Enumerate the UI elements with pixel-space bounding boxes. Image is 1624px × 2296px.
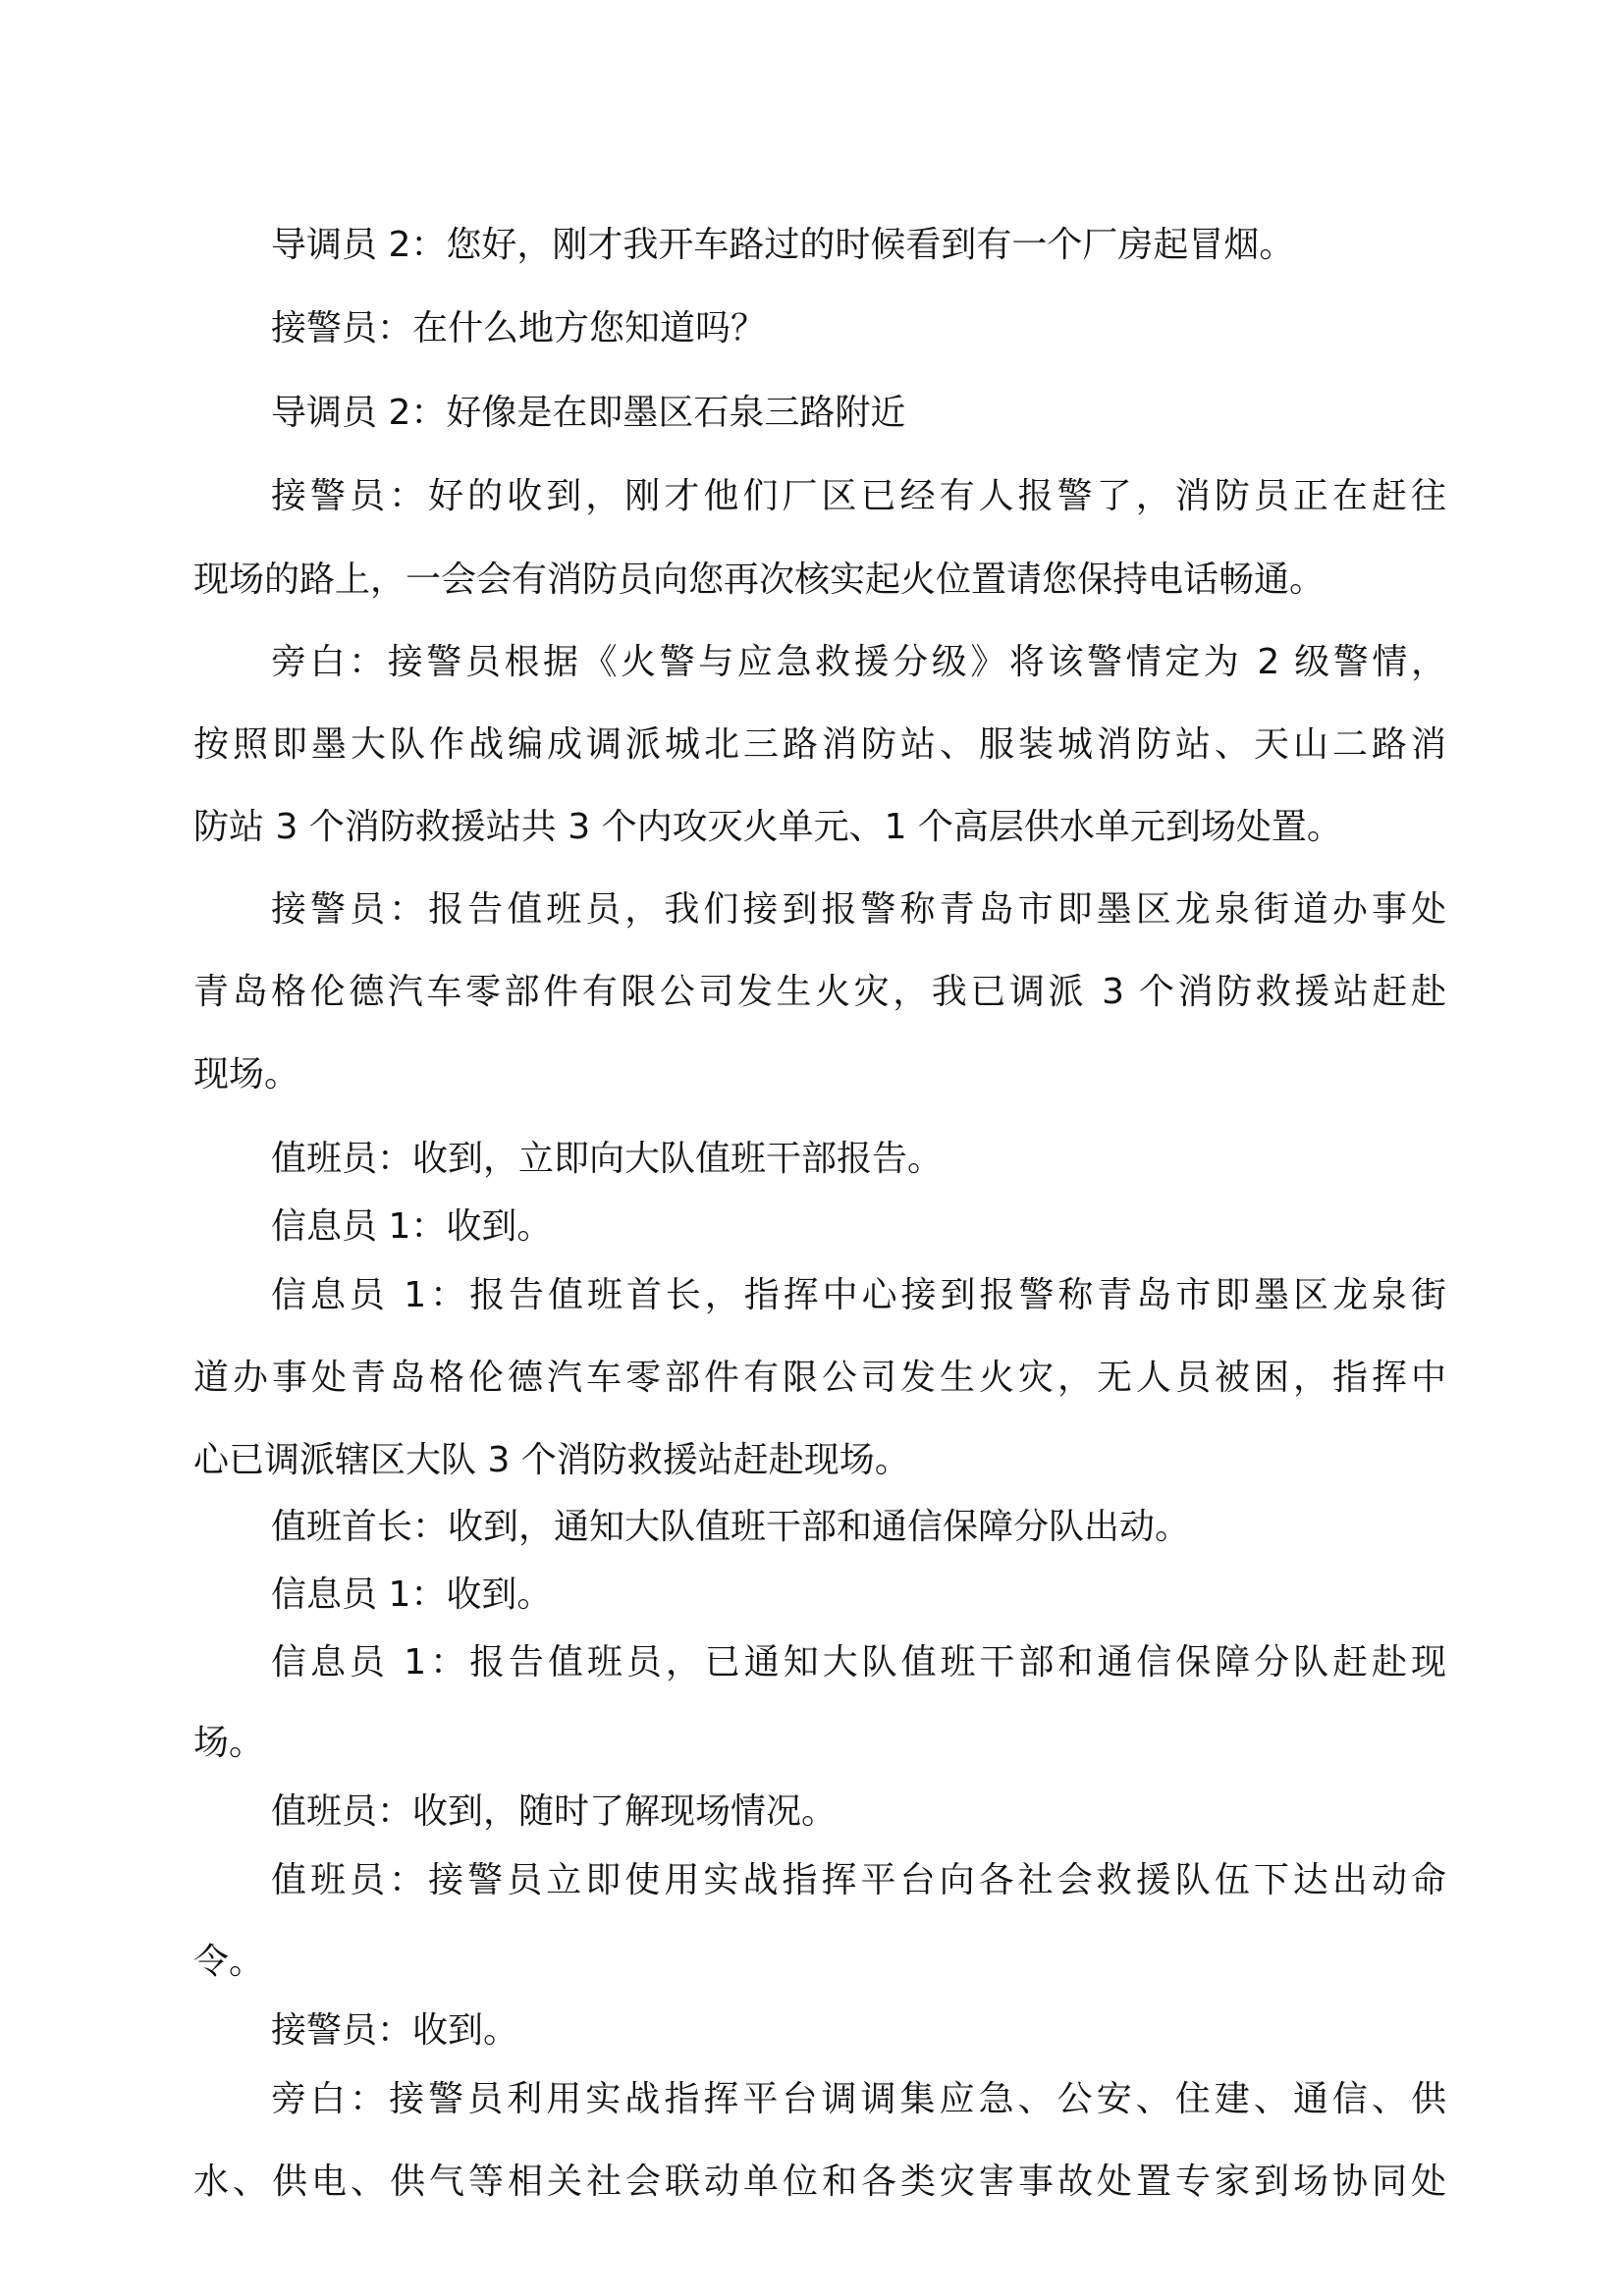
narration-line: 水、供电、供气等相关社会联动单位和各类灾害事故处置专家到场协同处 <box>193 2162 1446 2202</box>
dialogue-line: 场。 <box>193 1723 265 1763</box>
dialogue-line: 接警员：在什么地方您知道吗？ <box>271 308 767 348</box>
narration-line: 旁白：接警员根据《火警与应急救援分级》将该警情定为 2 级警情， <box>271 642 1446 682</box>
dialogue-line: 接警员：好的收到，刚才他们厂区已经有人报警了，消防员正在赶往 <box>271 476 1446 516</box>
dialogue-line: 信息员 1：报告值班员，已通知大队值班干部和通信保障分队赶赴现 <box>271 1642 1446 1682</box>
dialogue-line: 值班首长：收到，通知大队值班干部和通信保障分队出动。 <box>271 1507 1191 1547</box>
dialogue-line: 导调员 2：好像是在即墨区石泉三路附近 <box>271 393 906 433</box>
dialogue-line: 值班员：收到，随时了解现场情况。 <box>271 1791 838 1832</box>
dialogue-line: 令。 <box>193 1942 265 1982</box>
narration-line: 防站 3 个消防救援站共 3 个内攻灭火单元、1 个高层供水单元到场处置。 <box>193 807 1342 847</box>
narration-line: 旁白：接警员利用实战指挥平台调调集应急、公安、住建、通信、供 <box>271 2079 1446 2119</box>
dialogue-line: 导调员 2：您好，刚才我开车路过的时候看到有一个厂房起冒烟。 <box>271 225 1295 265</box>
dialogue-line: 青岛格伦德汽车零部件有限公司发生火灾，我已调派 3 个消防救援站赶赴 <box>193 972 1446 1012</box>
narration-line: 按照即墨大队作战编成调派城北三路消防站、服装城消防站、天山二路消 <box>193 724 1446 765</box>
dialogue-line: 值班员：接警员立即使用实战指挥平台向各社会救援队伍下达出动命 <box>271 1860 1446 1900</box>
dialogue-line: 信息员 1：收到。 <box>271 1575 553 1615</box>
dialogue-line: 接警员：收到。 <box>271 2010 519 2051</box>
dialogue-line: 现场。 <box>193 1054 300 1095</box>
dialogue-line: 信息员 1：收到。 <box>271 1206 553 1247</box>
dialogue-line: 信息员 1：报告值班首长，指挥中心接到报警称青岛市即墨区龙泉街 <box>271 1275 1446 1315</box>
dialogue-line: 道办事处青岛格伦德汽车零部件有限公司发生火灾，无人员被困，指挥中 <box>193 1358 1446 1398</box>
dialogue-line: 值班员：收到，立即向大队值班干部报告。 <box>271 1139 944 1179</box>
dialogue-line: 心已调派辖区大队 3 个消防救援站赶赴现场。 <box>193 1440 910 1480</box>
dialogue-line: 接警员：报告值班员，我们接到报警称青岛市即墨区龙泉街道办事处 <box>271 889 1446 930</box>
dialogue-line: 现场的路上，一会会有消防员向您再次核实起火位置请您保持电话畅通。 <box>193 560 1326 600</box>
